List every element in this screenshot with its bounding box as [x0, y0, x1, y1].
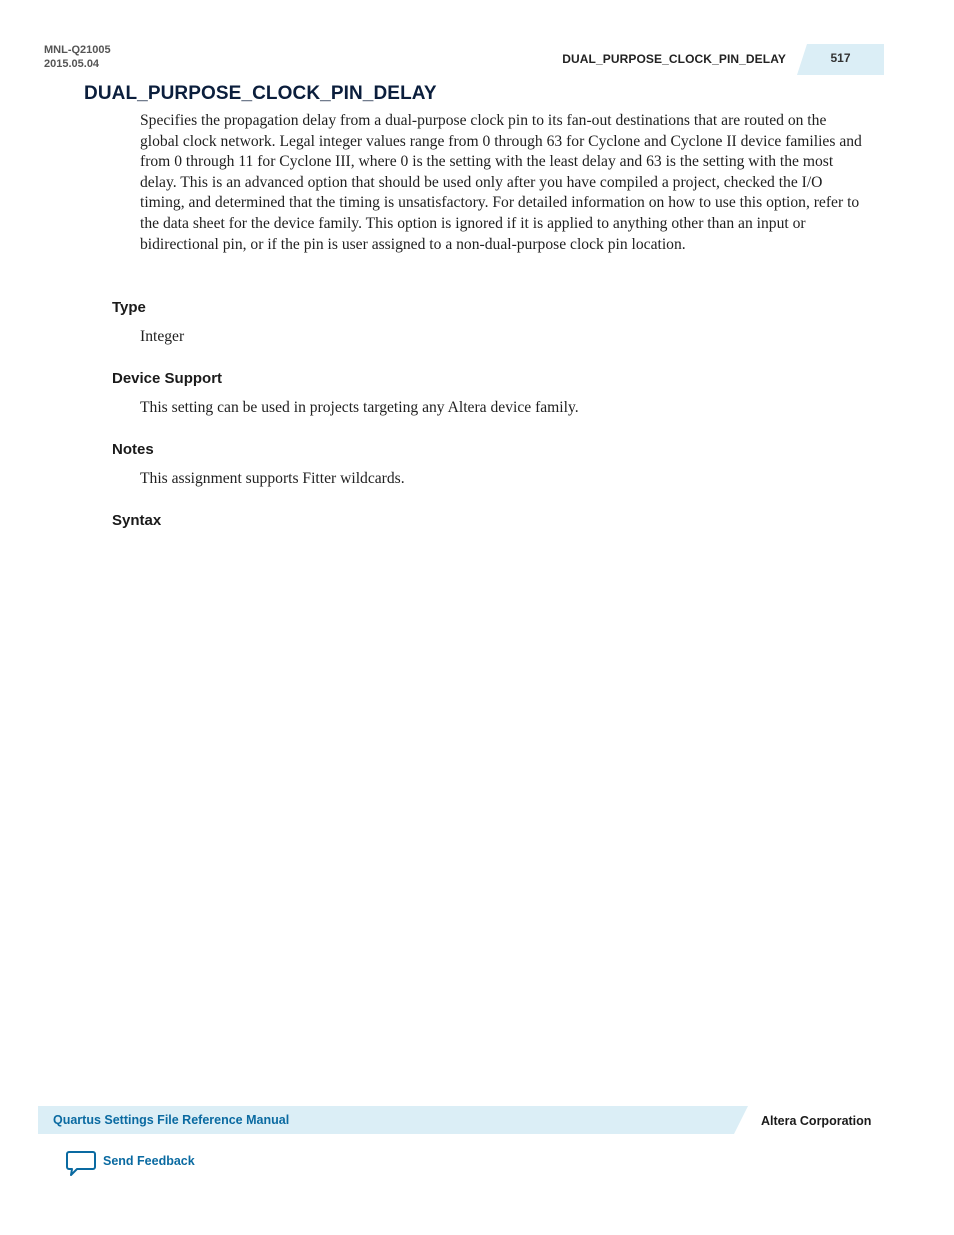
page-number: 517 — [830, 51, 851, 65]
footer-manual-link[interactable]: Quartus Settings File Reference Manual — [53, 1113, 290, 1127]
send-feedback-label[interactable]: Send Feedback — [103, 1154, 195, 1168]
syntax-heading: Syntax — [112, 512, 162, 529]
page-number-tab — [797, 44, 884, 75]
footer-band — [38, 1106, 748, 1134]
section-title: DUAL_PURPOSE_CLOCK_PIN_DELAY — [84, 83, 437, 104]
description-paragraph: Specifies the propagation delay from a dual-purpose clock pin to its fan-out destinations that are routed on the global clock network. Legal integer values range from 0 through 63 for Cyclone and Cyclone II device families and from 0 through 11 for Cyclone III, where 0 is the setting with the least delay and 63 is the setting with the most delay. This is an advanced option that should be used only after you have compiled a project, checked the I/O timing, and determined that the timing is unsatisfactory. For detailed information on how to use this option, refer to the data sheet for the device family. This option is ignored if it is applied to anything other than an input or bidirectional pin, or if the pin is user assigned to a non-dual-purpose clock pin location. — [140, 112, 862, 253]
type-value: Integer — [140, 328, 185, 345]
type-heading: Type — [112, 299, 146, 316]
document-date: 2015.05.04 — [44, 58, 100, 70]
footer-company: Altera Corporation — [761, 1114, 872, 1128]
document-meta — [44, 43, 111, 71]
running-header-title: DUAL_PURPOSE_CLOCK_PIN_DELAY — [562, 52, 786, 66]
device-support-text: This setting can be used in projects targeting any Altera device family. — [140, 399, 579, 416]
device-support-heading: Device Support — [112, 370, 223, 387]
notes-heading: Notes — [112, 441, 154, 458]
notes-text: This assignment supports Fitter wildcards. — [140, 470, 405, 487]
document-id: MNL-Q21005 — [44, 44, 111, 56]
speech-bubble-icon — [65, 1150, 97, 1178]
